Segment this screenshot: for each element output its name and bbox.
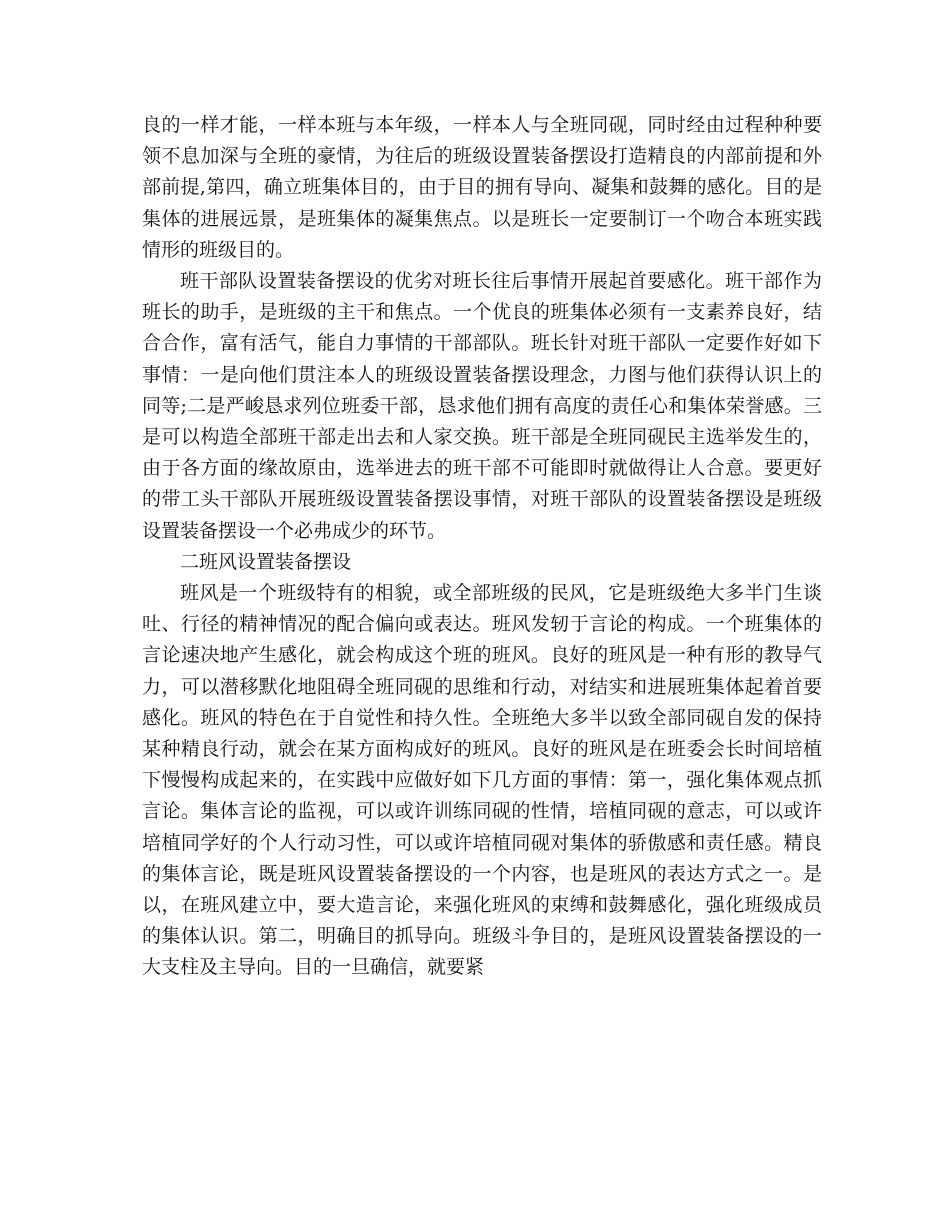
section-heading-class-style: 二班风设置装备摆设: [180, 550, 352, 573]
document-body: [142, 110, 822, 984]
paragraph-class-style: 班风是一个班级特有的相貌，或全部班级的民风，它是班级绝大多半门生谈吐、行径的精神情况的配合偏向或表达。班风发轫于言论的构成。一个班集体的言论速决地产生感化，就会构成这个班的班风。良好的班风是一种有形的教导气力，可以潜移默化地阻碍全班同砚的思维和行动，对结实和进展班集体起着首要感化。班风的特色在于自觉性和持久性。全班绝大多半以致全部同砚自发的保持某种精良行动，就会在某方面构成好的班风。良好的班风是在班委会长时间培植下慢慢构成起来的，在实践中应做好如下几方面的事情：第一，强化集体观点抓言论。集体言论的监视，可以或许训练同砚的性情，培植同砚的意志，可以或许培植同学好的个人行动习性，可以或许培植同砚对集体的骄傲感和责任感。精良的集体言论，既是班风设置装备摆设的一个内容，也是班风的表达方式之一。是以，在班风建立中，要大造言论，来强化班风的束缚和鼓舞感化，强化班级成员的集体认识。第二，明确目的抓导向。班级斗争目的，是班风设置装备摆设的一大支柱及主导向。目的一旦确信，就要紧: [142, 582, 822, 979]
paragraph-class-cadre: 班干部队设置装备摆设的优劣对班长往后事情开展起首要感化。班干部作为班长的助手，是班级的主干和焦点。一个优良的班集体必须有一支素养良好，结合合作，富有活气，能自力事情的干部部队。班长针对班干部队一定要作好如下事情：一是向他们贯注本人的班级设置装备摆设理念，力图与他们获得认识上的同等;二是严峻恳求列位班委干部，恳求他们拥有高度的责任心和集体荣誉感。三是可以构造全部班干部走出去和人家交换。班干部是全班同砚民主选举发生的，由于各方面的缘故原由，选举进去的班干部不可能即时就做得让人合意。要更好的带工头干部队开展班级设置装备摆设事情，对班干部队的设置装备摆设是班级设置装备摆设一个必弗成少的环节。: [142, 270, 822, 542]
paragraph-continuation: 良的一样才能，一样本班与本年级，一样本人与全班同砚，同时经由过程种种要领不息加深与全班的豪情，为往后的班级设置装备摆设打造精良的内部前提和外部前提,第四，确立班集体目的，由于目的拥有导向、凝集和鼓舞的感化。目的是集体的进展远景，是班集体的凝集焦点。以是班长一定要制订一个吻合本班实践情形的班级目的。: [142, 114, 822, 261]
